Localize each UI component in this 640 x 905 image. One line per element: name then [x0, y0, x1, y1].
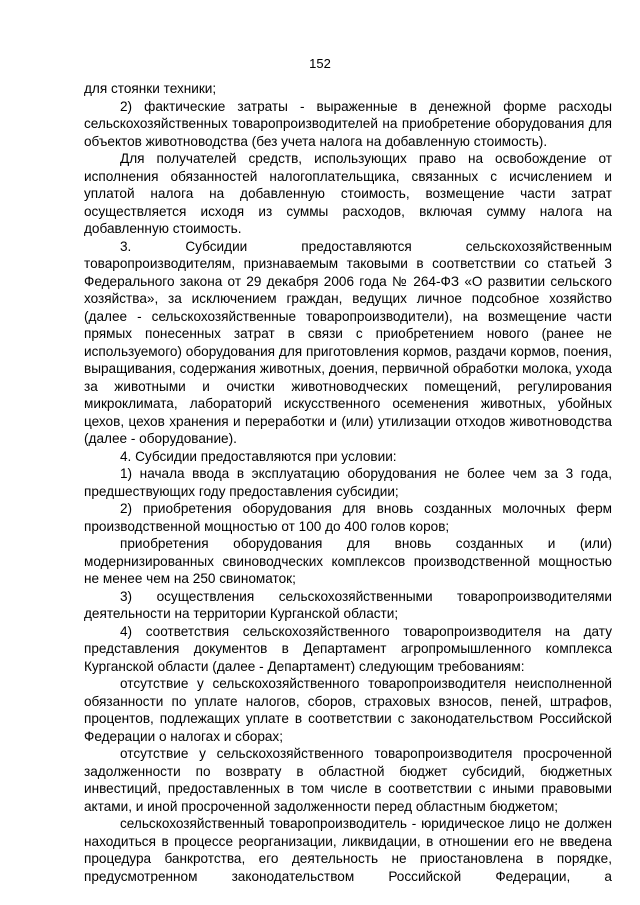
- paragraph: 4) соответствия сельскохозяйственного товаропроизводителя на дату представления документов в Департамент агропромышленного комплекса Курганской области (далее - Департамент) следующим требованиям:: [84, 623, 612, 674]
- paragraph: отсутствие у сельскохозяйственного товаропроизводителя просроченной задолженности по возврату в областной бюджет субсидий, бюджетных инвестиций, предоставленных в том числе в соответствии с иными правовыми актами, и иной просроченной задолженности перед областным бюджетом;: [84, 746, 612, 814]
- paragraph: 3) осуществления сельскохозяйственными товаропроизводителями деятельности на территории Курганской области;: [84, 588, 612, 621]
- paragraph: Для получателей средств, использующих право на освобождение от исполнения обязанностей налогоплательщика, связанных с исчислением и уплатой налога на добавленную стоимость, возмещение части затрат осуществляется исходя из суммы расходов, включая сумму налога на добавленную стоимость.: [84, 151, 612, 236]
- paragraph: 2) приобретения оборудования для вновь созданных молочных ферм производственной мощностью от 100 до 400 голов коров;: [84, 501, 612, 534]
- page-number: 152: [309, 56, 331, 71]
- paragraph: приобретения оборудования для вновь созданных и (или) модернизированных свиноводческих комплексов производственной мощностью не менее чем на 250 свиноматок;: [84, 536, 612, 586]
- paragraph: отсутствие у сельскохозяйственного товаропроизводителя неисполненной обязанности по уплате налогов, сборов, страховых взносов, пеней, штрафов, процентов, подлежащих уплате в соответствии с законодательством Российской Федерации о налогах и сборах;: [84, 676, 612, 744]
- paragraph: сельскохозяйственный товаропроизводитель - юридическое лицо не должен находиться в процессе реорганизации, ликвидации, в отношении его не введена процедура банкротства, его деятельность не приостановлена в порядке, предусмотренном законодательством Российской Федерации, а: [84, 816, 612, 884]
- paragraph: для стоянки техники;: [84, 81, 217, 96]
- paragraph: 1) начала ввода в эксплуатацию оборудования не более чем за 3 года, предшествующих году предоставления субсидии;: [84, 466, 612, 499]
- document-body: [84, 80, 612, 885]
- paragraph: 2) фактические затраты - выраженные в денежной форме расходы сельскохозяйственных товаропроизводителей на приобретение оборудования для объектов животноводства (без учета налога на добавленную стоимость).: [84, 98, 612, 149]
- paragraph: 4. Субсидии предоставляются при условии:: [120, 448, 397, 464]
- paragraph: 3. Субсидии предоставляются сельскохозяйственным товаропроизводителям, признаваемым таковыми в соответствии со статьей 3 Федерального закона от 29 декабря 2006 года № 264-ФЗ «О развитии сельского хозяйства», за исключением граждан, ведущих личное подсобное хозяйство (далее - сельскохозяйственные товаропроизводители), на возмещение части прямых понесенных затрат в связи с приобретением нового (ранее не используемого) оборудования для приготовления кормов, раздачи кормов, поения, выращивания, содержания животных, доения, первичной обработки молока, ухода за животными и очистки животноводческих помещений, регулирования микроклимата, лабораторий искусственного осеменения животных, убойных цехов, цехов хранения и переработки и (или) утилизации отходов животноводства (далее - оборудование).: [84, 238, 612, 446]
